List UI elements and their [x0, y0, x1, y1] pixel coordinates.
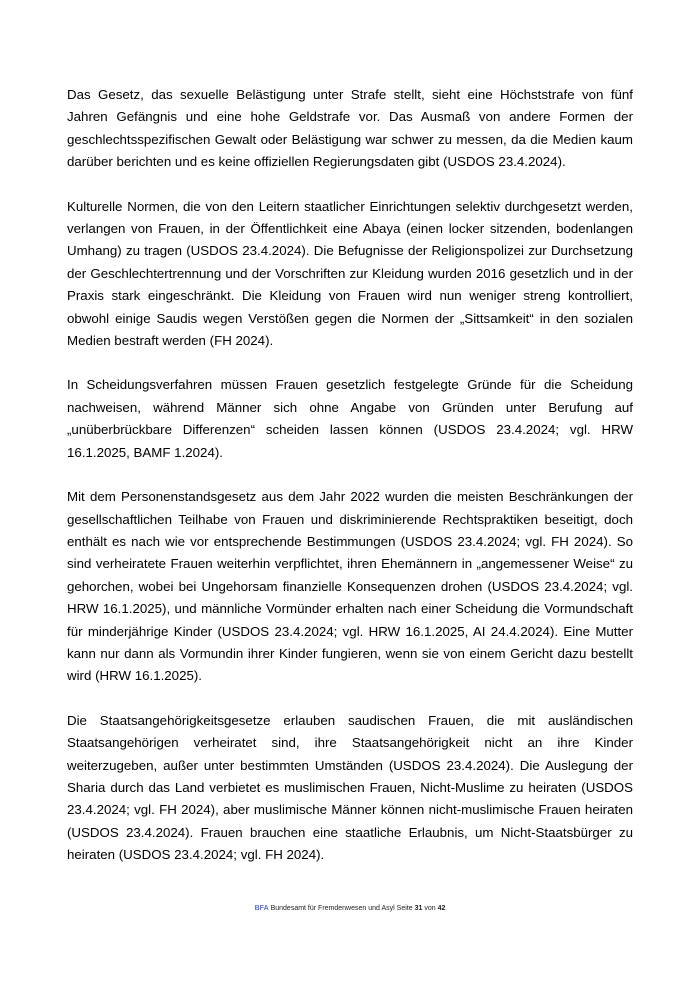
- footer-page-word: Seite: [396, 905, 413, 912]
- document-body: [67, 84, 633, 889]
- paragraph-sexual-harassment: Das Gesetz, das sexuelle Belästigung unter Strafe stellt, sieht eine Höchststrafe von fünf Jahren Gefängnis und eine hohe Geldstrafe vor. Das Ausmaß von andere Formen der geschlechtsspezifischen Gewalt oder Belästigung war schwer zu messen, da die Medien kaum darüber berichten und es keine offiziellen Regierungsdaten gibt (USDOS 23.4.2024).: [67, 87, 633, 170]
- paragraph-cultural-norms: Kulturelle Normen, die von den Leitern staatlicher Einrichtungen selektiv durchgesetzt werden, verlangen von Frauen, in der Öffentlichkeit eine Abaya (einen locker sitzenden, bodenlangen Umhang) zu tragen (USDOS 23.4.2024). Die Befugnisse der Religionspolizei zur Durchsetzung der Geschlechtertrennung und der Vorschriften zur Kleidung wurden 2016 gesetzlich und in der Praxis stark eingeschränkt. Die Kleidung von Frauen wird nun weniger streng kontrolliert, obwohl einige Saudis wegen Verstößen gegen die Normen der „Sittsamkeit“ in den sozialen Medien bestraft werden (FH 2024).: [67, 198, 633, 349]
- paragraph-divorce-proceedings: In Scheidungsverfahren müssen Frauen gesetzlich festgelegte Gründe für die Scheidung nachweisen, während Männer sich ohne Angabe von Gründen unter Berufung auf „unüberbrückbare Differenzen“ scheiden lassen können (USDOS 23.4.2024; vgl. HRW 16.1.2025, BAMF 1.2024).: [67, 377, 633, 460]
- footer-page-current: 31: [414, 905, 423, 912]
- bfa-logo-text: BFA: [254, 905, 269, 912]
- page-footer: [0, 904, 700, 914]
- paragraph-personal-status-law: Mit dem Personenstandsgesetz aus dem Jahr 2022 wurden die meisten Beschränkungen der gesellschaftlichen Teilhabe von Frauen und diskriminierende Rechtspraktiken beseitigt, doch enthält es nach wie vor entsprechende Bestimmungen (USDOS 23.4.2024; vgl. FH 2024). So sind verheiratete Frauen weiterhin verpflichtet, ihren Ehemännern in „angemessener Weise“ zu gehorchen, wobei bei Ungehorsam finanzielle Konsequenzen drohen (USDOS 23.4.2024; vgl. HRW 16.1.2025), und männliche Vormünder erhalten nach einer Scheidung die Vormundschaft für minderjährige Kinder (USDOS 23.4.2024; vgl. HRW 16.1.2025, AI 24.4.2024). Eine Mutter kann nur dann als Vormundin ihrer Kinder fungieren, wenn sie von einem Gericht dazu bestellt wird (HRW 16.1.2025).: [67, 489, 633, 684]
- footer-agency-name: Bundesamt für Fremdenwesen und Asyl: [270, 905, 395, 912]
- paragraph-nationality-laws: Die Staatsangehörigkeitsgesetze erlauben saudischen Frauen, die mit ausländischen Staatsangehörigen verheiratet sind, ihre Staatsangehörigkeit nicht an ihre Kinder weiterzugeben, außer unter bestimmten Umständen (USDOS 23.4.2024). Die Auslegung der Sharia durch das Land verbietet es muslimischen Frauen, Nicht-Muslime zu heiraten (USDOS 23.4.2024; vgl. FH 2024), aber muslimische Männer können nicht-muslimische Frauen heiraten (USDOS 23.4.2024). Frauen brauchen eine staatliche Erlaubnis, um Nicht-Staatsbürger zu heiraten (USDOS 23.4.2024; vgl. FH 2024).: [67, 712, 633, 863]
- footer-of-word: von: [424, 905, 436, 912]
- footer-page-total: 42: [437, 905, 446, 912]
